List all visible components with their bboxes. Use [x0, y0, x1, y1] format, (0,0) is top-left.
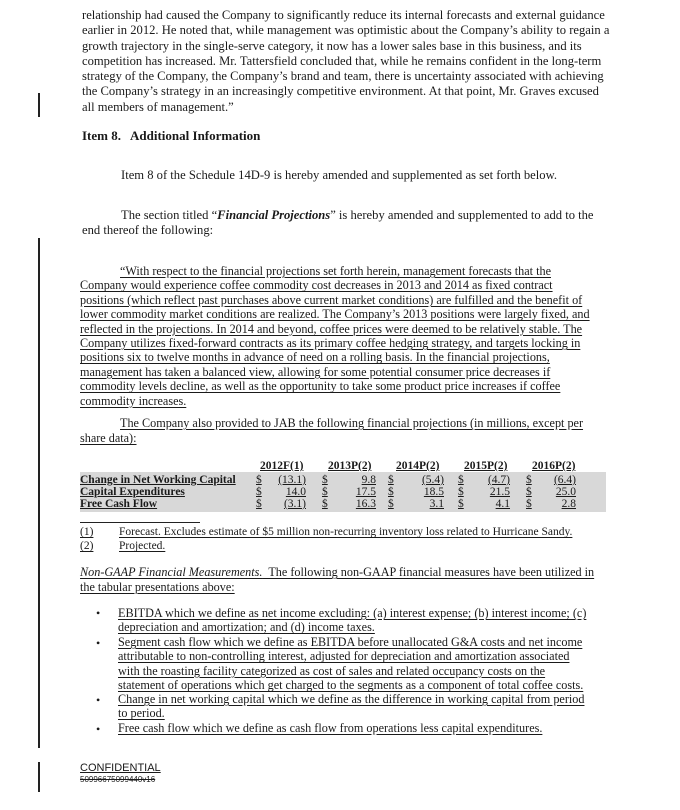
- currency-symbol: $: [256, 474, 262, 486]
- confidential-label: CONFIDENTIAL: [80, 762, 161, 774]
- cell-value: (6.4): [553, 474, 576, 486]
- cell-value: 4.1: [495, 498, 510, 510]
- bullet-glyph: •: [96, 606, 101, 620]
- cell-value: (3.1): [283, 498, 306, 510]
- currency-symbol: $: [458, 474, 464, 486]
- item-paragraph: Item 8 of the Schedule 14D-9 is hereby amended and supplemented as set forth below.: [121, 168, 557, 182]
- footnote-mark: (2): [80, 540, 94, 552]
- row-label: Free Cash Flow: [80, 498, 158, 510]
- text-line: earlier in 2012. He noted that, while management was optimistic about the Company’s ability to regain a: [82, 23, 610, 38]
- cell-value: 21.5: [489, 486, 510, 498]
- cell-value: 3.1: [429, 498, 444, 510]
- currency-symbol: $: [256, 498, 262, 510]
- nongaap-title: Non-GAAP Financial Measurements.: [80, 565, 263, 579]
- bullet-item: [118, 606, 598, 635]
- cell-value: 9.8: [361, 474, 376, 486]
- provided-paragraph: [80, 416, 610, 447]
- bullet-item: [118, 635, 598, 693]
- section-paragraph: [82, 208, 642, 239]
- section-heading: Item 8. Additional Information: [82, 128, 261, 143]
- revision-bar: [38, 93, 40, 117]
- inserted-paragraph: [80, 264, 610, 408]
- text-line: all members of management.”: [82, 99, 234, 114]
- text-line: lower commodity market conditions are realized. The Company’s 2013 positions were largely fixed, and: [80, 307, 590, 322]
- cell-value: 2.8: [561, 498, 576, 510]
- text-line: management has taken a balanced view, allowing for some potential consumer price decreases if: [80, 364, 551, 379]
- text-line: statement of operations which get charged to the segments as a component of total coffee costs.: [118, 678, 584, 693]
- bullet-glyph: •: [96, 722, 101, 736]
- revision-bar: [38, 238, 40, 748]
- currency-symbol: $: [256, 486, 262, 498]
- cell-value: 25.0: [555, 486, 576, 498]
- section-suffix: ” is hereby amended and supplemented to add to the: [330, 208, 594, 222]
- text-line: Free cash flow which we define as cash flow from operations less capital expenditures.: [118, 721, 543, 735]
- text-line: Company would experience coffee commodity cost decreases in 2013 and 2014 as fixed contract: [80, 278, 553, 293]
- cell-value: 14.0: [285, 486, 306, 498]
- column-header: 2012F(1): [260, 460, 304, 472]
- top-paragraph: [82, 8, 642, 115]
- text-line: positions (which reflect past purchases above current market conditions) are fulfilled and the benefit of: [80, 292, 583, 307]
- column-header: 2013P(2): [328, 460, 372, 472]
- cell-value: 17.5: [355, 486, 376, 498]
- currency-symbol: $: [526, 486, 532, 498]
- text-line: depreciation and amortization; and (d) income taxes.: [118, 620, 375, 635]
- bullet-item: [118, 692, 598, 721]
- cell-value: 18.5: [423, 486, 444, 498]
- section-title: Financial Projections: [217, 208, 331, 222]
- row-label: Change in Net Working Capital: [80, 474, 236, 486]
- currency-symbol: $: [388, 498, 394, 510]
- currency-symbol: $: [388, 486, 394, 498]
- currency-symbol: $: [458, 498, 464, 510]
- currency-symbol: $: [526, 474, 532, 486]
- currency-symbol: $: [458, 486, 464, 498]
- nongaap-paragraph: [80, 565, 610, 594]
- text-line: with the roasting facility categorized as cost of sales and related occupancy costs on the: [118, 663, 546, 678]
- text-line: commodity levels decline, as well as the opportunity to take some product price increases if coffee: [80, 379, 561, 394]
- text-line: “With respect to the financial projections set forth herein, management forecasts that the: [120, 264, 551, 278]
- text-line: Segment cash flow which we define as EBITDA before unallocated G&A costs and net income: [118, 635, 583, 649]
- currency-symbol: $: [526, 498, 532, 510]
- bullet-glyph: •: [96, 636, 101, 650]
- text-line: end thereof the following:: [82, 223, 214, 238]
- currency-symbol: $: [322, 498, 328, 510]
- text-line: Change in net working capital which we define as the difference in working capital from period: [118, 692, 585, 706]
- cell-value: (13.1): [278, 474, 306, 486]
- text-line: positions six to twelve months in advance of need on a rolling basis. In the financial projections,: [80, 350, 550, 365]
- currency-symbol: $: [388, 474, 394, 486]
- text-line: relationship had caused the Company to significantly reduce its internal forecasts and external guidance: [82, 8, 605, 22]
- currency-symbol: $: [322, 474, 328, 486]
- bullet-glyph: •: [96, 693, 101, 707]
- text-line: attributable to non-controlling interest, adjusted for depreciation and amortization associated: [118, 649, 570, 664]
- text-line: competition has increased. Mr. Tattersfield concluded that, while he remains confident in the long-term: [82, 53, 602, 68]
- text-line: growth trajectory in the single-serve category, it now has a lower sales base in this business, and its: [82, 38, 582, 53]
- section-prefix: The section titled “: [121, 208, 218, 222]
- text-line: strategy of the Company, the Company’s brand and team, there is uncertainty associated with achieving: [82, 69, 604, 84]
- column-header: 2015P(2): [464, 460, 508, 472]
- footnote-rule: [80, 522, 200, 523]
- column-header: 2016P(2): [532, 460, 576, 472]
- footnote-text: Forecast. Excludes estimate of $5 million non-recurring inventory loss related to Hurricane Sandy.: [119, 526, 573, 538]
- currency-symbol: $: [322, 486, 328, 498]
- text-line: the tabular presentations above:: [80, 579, 235, 594]
- nongaap-text: The following non-GAAP financial measures have been utilized in: [262, 565, 595, 579]
- text-line: to period.: [118, 706, 165, 721]
- text-line: EBITDA which we define as net income excluding: (a) interest expense; (b) interest income; (c): [118, 606, 587, 620]
- cell-value: 16.3: [355, 498, 376, 510]
- text-line: reflected in the projections. In 2014 and beyond, coffee prices were deemed to be relatively stable. The: [80, 321, 583, 336]
- footnote-text: Projected.: [119, 540, 166, 552]
- footnote-mark: (1): [80, 526, 94, 538]
- text-line: commodity increases.: [80, 393, 187, 408]
- text-line: share data):: [80, 431, 137, 446]
- text-line: The Company also provided to JAB the following financial projections (in millions, except per: [120, 416, 584, 430]
- revision-bar: [38, 762, 40, 792]
- row-label: Capital Expenditures: [80, 486, 185, 498]
- document-id: 50996675099440v16: [80, 775, 156, 784]
- cell-value: (5.4): [421, 474, 444, 486]
- text-line: Company utilizes fixed-forward contracts as its primary coffee hedging strategy, and targets locking in: [80, 336, 581, 351]
- text-line: the Company’s strategy in an increasingly competitive environment. At that point, Mr. Graves excused: [82, 84, 599, 99]
- table-row: [80, 498, 606, 511]
- cell-value: (4.7): [487, 474, 510, 486]
- column-header: 2014P(2): [396, 460, 440, 472]
- bullet-item: [118, 721, 598, 735]
